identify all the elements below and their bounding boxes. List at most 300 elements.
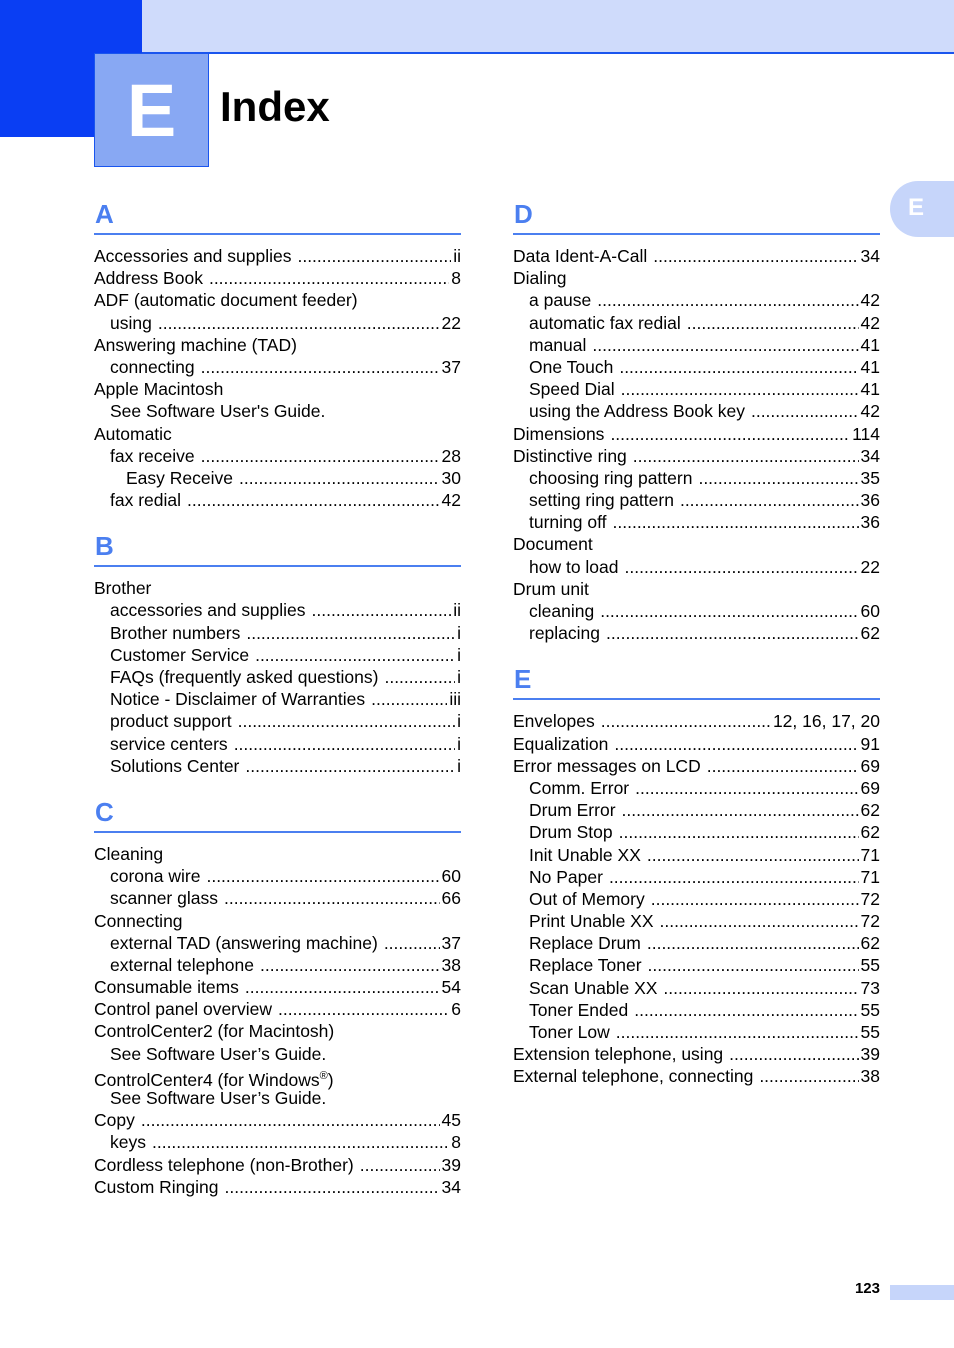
dot-leader bbox=[751, 400, 859, 422]
entry-page-ref[interactable]: 36 bbox=[860, 512, 880, 533]
entry-label bbox=[529, 1021, 610, 1043]
entry-page-ref[interactable]: 114 bbox=[852, 423, 880, 444]
entry-page-ref[interactable]: 71 bbox=[860, 866, 880, 887]
entry-page-ref[interactable]: 35 bbox=[860, 467, 880, 488]
entry-page-ref[interactable]: 42 bbox=[860, 401, 880, 422]
dot-leader bbox=[621, 378, 859, 400]
section-rule bbox=[94, 565, 461, 567]
entry-text: Customer Service bbox=[110, 644, 250, 665]
index-entry bbox=[94, 423, 461, 445]
dot-leader bbox=[384, 932, 440, 954]
entry-page-ref[interactable]: i bbox=[457, 622, 461, 643]
entry-text: a pause bbox=[529, 290, 592, 311]
entry-label bbox=[110, 356, 195, 378]
entry-text: FAQs (frequently asked questions) bbox=[110, 667, 379, 687]
entry-page-ref[interactable]: 41 bbox=[860, 334, 880, 355]
index-entry bbox=[513, 467, 880, 489]
section-spacer bbox=[513, 644, 880, 664]
entry-label bbox=[94, 378, 223, 400]
dot-leader bbox=[619, 821, 859, 843]
entry-page-ref[interactable]: 36 bbox=[860, 490, 880, 511]
index-entry bbox=[94, 356, 461, 378]
dot-leader bbox=[616, 1021, 859, 1043]
entry-label bbox=[126, 467, 233, 489]
dot-leader bbox=[609, 866, 859, 888]
header-rule bbox=[142, 52, 954, 54]
entry-page-ref[interactable]: 34 bbox=[860, 445, 880, 466]
index-entry bbox=[94, 1087, 461, 1109]
entry-label bbox=[529, 489, 674, 511]
entry-text: Init Unable XX bbox=[529, 844, 641, 865]
entry-page-ref[interactable]: 60 bbox=[860, 601, 880, 621]
entry-page-ref[interactable]: ii bbox=[453, 246, 461, 266]
index-entry bbox=[513, 245, 880, 267]
entry-text: Distinctive ring bbox=[513, 445, 627, 466]
index-entry bbox=[513, 799, 880, 821]
index-entry bbox=[94, 1020, 461, 1042]
entry-label bbox=[529, 954, 642, 976]
entry-label bbox=[94, 289, 358, 311]
index-entry bbox=[94, 378, 461, 400]
entry-label bbox=[529, 289, 591, 311]
index-entry bbox=[94, 644, 461, 666]
index-entry bbox=[94, 622, 461, 644]
entry-page-ref[interactable]: 72 bbox=[860, 888, 880, 909]
index-entry bbox=[513, 844, 880, 866]
entry-text: ControlCenter4 (for Windows bbox=[94, 1069, 320, 1090]
entry-page-ref[interactable]: 62 bbox=[860, 933, 880, 954]
index-entry bbox=[94, 710, 461, 732]
section-rule bbox=[94, 831, 461, 833]
entry-text: Brother bbox=[94, 578, 152, 599]
entry-text: Scan Unable XX bbox=[529, 977, 658, 998]
entry-label bbox=[513, 267, 567, 289]
entry-page-ref[interactable]: 55 bbox=[860, 999, 880, 1020]
entry-text: Drum Stop bbox=[529, 822, 613, 843]
entry-label bbox=[529, 977, 657, 999]
entry-label bbox=[94, 245, 291, 267]
entry-text: using the Address Book key bbox=[529, 401, 745, 422]
entry-label bbox=[513, 755, 701, 777]
entry-label bbox=[94, 910, 183, 932]
index-section-a bbox=[94, 199, 461, 531]
index-section-b bbox=[94, 531, 461, 797]
index-entry bbox=[513, 977, 880, 999]
entry-page-ref[interactable]: 62 bbox=[860, 800, 880, 821]
entry-label bbox=[513, 533, 593, 555]
index-entry bbox=[513, 489, 880, 511]
entry-text: Out of Memory bbox=[529, 888, 645, 909]
entry-label bbox=[513, 710, 595, 732]
section-spacer bbox=[513, 1088, 880, 1108]
entry-page-ref[interactable]: 45 bbox=[441, 1110, 461, 1131]
entry-label bbox=[110, 489, 181, 511]
entry-text: using bbox=[110, 312, 152, 333]
entry-page-ref[interactable]: 41 bbox=[860, 379, 880, 400]
dot-leader bbox=[360, 1154, 440, 1176]
index-entry bbox=[94, 666, 461, 688]
dot-leader bbox=[698, 467, 858, 489]
entry-label bbox=[94, 1109, 135, 1131]
entry-page-ref[interactable]: i bbox=[457, 755, 461, 776]
entry-label bbox=[529, 910, 654, 932]
entry-label bbox=[110, 666, 378, 688]
entry-text: Control panel overview bbox=[94, 999, 273, 1020]
entry-label bbox=[94, 334, 297, 356]
entry-text: See Software User’s Guide. bbox=[110, 1088, 327, 1108]
entry-text: Document bbox=[513, 534, 593, 555]
entry-page-ref[interactable]: ii bbox=[453, 600, 461, 621]
entry-page-ref[interactable]: 12, 16, 17, 20 bbox=[772, 711, 880, 732]
entry-page-ref[interactable]: 37 bbox=[441, 356, 461, 377]
entry-text: Print Unable XX bbox=[529, 911, 654, 932]
entry-text: ControlCenter2 (for Macintosh) bbox=[94, 1021, 335, 1042]
entry-page-ref[interactable]: 8 bbox=[451, 268, 461, 289]
dot-leader bbox=[384, 666, 455, 688]
entry-text: Accessories and supplies bbox=[94, 246, 292, 266]
entry-page-ref[interactable]: 30 bbox=[441, 467, 461, 488]
entry-label bbox=[110, 1043, 326, 1065]
entry-label bbox=[110, 954, 254, 976]
index-entry bbox=[94, 1176, 461, 1198]
dot-leader bbox=[601, 710, 771, 732]
dot-leader bbox=[613, 511, 859, 533]
entry-page-ref[interactable]: i bbox=[457, 667, 461, 687]
section-rule bbox=[94, 233, 461, 235]
page-title: Index bbox=[220, 83, 330, 130]
dot-leader bbox=[239, 467, 440, 489]
index-entry bbox=[94, 954, 461, 976]
entry-label bbox=[110, 688, 365, 710]
index-section-e bbox=[513, 664, 880, 1107]
dot-leader bbox=[260, 954, 440, 976]
dot-leader bbox=[245, 976, 440, 998]
entry-page-ref[interactable]: 72 bbox=[860, 911, 880, 932]
entry-label bbox=[529, 866, 603, 888]
index-entry bbox=[513, 289, 880, 311]
entry-text: keys bbox=[110, 1132, 146, 1153]
entry-page-ref[interactable]: 62 bbox=[860, 822, 880, 843]
entry-label bbox=[110, 644, 249, 666]
entry-page-ref[interactable]: 8 bbox=[451, 1132, 461, 1153]
entry-text: automatic fax redial bbox=[529, 312, 681, 333]
entry-text: Equalization bbox=[513, 733, 609, 754]
index-entry bbox=[94, 599, 461, 621]
dot-leader bbox=[707, 755, 859, 777]
index-entry bbox=[94, 1154, 461, 1176]
index-entry bbox=[513, 1043, 880, 1065]
entry-page-ref[interactable]: 91 bbox=[860, 733, 880, 754]
index-entry bbox=[513, 378, 880, 400]
entry-page-ref[interactable]: 6 bbox=[451, 999, 461, 1020]
chapter-side-tab[interactable]: E bbox=[890, 181, 954, 237]
dot-leader bbox=[225, 1176, 440, 1198]
entry-label bbox=[110, 1087, 326, 1109]
entry-text: Drum unit bbox=[513, 578, 589, 599]
index-entry bbox=[513, 1021, 880, 1043]
entry-label bbox=[94, 1020, 334, 1042]
entry-text: choosing ring pattern bbox=[529, 467, 693, 488]
entry-page-ref[interactable]: 69 bbox=[860, 777, 880, 798]
index-column-right bbox=[513, 199, 880, 1108]
entry-page-ref[interactable]: 38 bbox=[441, 954, 461, 975]
section-letter: C bbox=[95, 796, 114, 827]
entry-label bbox=[529, 600, 594, 622]
dot-leader bbox=[371, 688, 447, 710]
index-entry bbox=[513, 866, 880, 888]
index-entry bbox=[513, 710, 880, 732]
entry-label bbox=[529, 999, 628, 1021]
entry-label bbox=[110, 400, 325, 422]
section-rule bbox=[513, 698, 880, 700]
entry-page-ref[interactable]: 42 bbox=[860, 312, 880, 333]
entry-text: Consumable items bbox=[94, 977, 239, 998]
entry-page-ref[interactable]: 38 bbox=[860, 1066, 880, 1087]
index-entry bbox=[513, 932, 880, 954]
entry-page-ref[interactable]: 42 bbox=[441, 490, 461, 511]
entry-text: Replace Toner bbox=[529, 955, 642, 976]
section-letter: B bbox=[95, 531, 114, 562]
entry-label bbox=[110, 932, 378, 954]
dot-leader bbox=[625, 556, 859, 578]
entry-text: External telephone, connecting bbox=[513, 1066, 754, 1087]
index-entry bbox=[513, 910, 880, 932]
entry-text: Solutions Center bbox=[110, 755, 240, 776]
index-entry bbox=[94, 400, 461, 422]
dot-leader bbox=[224, 887, 440, 909]
section-spacer bbox=[94, 777, 461, 797]
entry-label bbox=[529, 400, 745, 422]
dot-leader bbox=[660, 910, 859, 932]
entry-text: Dialing bbox=[513, 268, 567, 289]
entry-page-ref[interactable]: 39 bbox=[860, 1044, 880, 1065]
dot-leader bbox=[647, 844, 859, 866]
dot-leader bbox=[647, 932, 859, 954]
entry-label bbox=[110, 599, 306, 621]
entry-text: Brother numbers bbox=[110, 622, 241, 643]
entry-text: Address Book bbox=[94, 268, 203, 289]
entry-text: Connecting bbox=[94, 910, 183, 931]
entry-text: turning off bbox=[529, 512, 607, 533]
entry-text: fax receive bbox=[110, 445, 195, 466]
entry-text: manual bbox=[529, 334, 587, 355]
entry-text: replacing bbox=[529, 623, 601, 644]
dot-leader bbox=[651, 888, 859, 910]
entry-text: Cordless telephone (non-Brother) bbox=[94, 1154, 354, 1175]
section-letter: D bbox=[514, 199, 533, 229]
entry-text: No Paper bbox=[529, 866, 603, 887]
index-entry bbox=[513, 334, 880, 356]
entry-text: external telephone bbox=[110, 954, 254, 975]
index-entry bbox=[513, 267, 880, 289]
index-entry bbox=[94, 467, 461, 489]
dot-leader bbox=[635, 777, 858, 799]
index-entry bbox=[513, 511, 880, 533]
entry-page-ref[interactable]: 55 bbox=[860, 955, 880, 976]
entry-text: accessories and supplies bbox=[110, 600, 306, 621]
index-entry bbox=[94, 910, 461, 932]
entry-label bbox=[94, 976, 239, 998]
entry-label bbox=[94, 267, 203, 289]
index-entry bbox=[94, 733, 461, 755]
entry-page-ref[interactable]: 71 bbox=[860, 844, 880, 865]
dot-leader bbox=[619, 356, 858, 378]
dot-leader bbox=[680, 489, 859, 511]
index-entry bbox=[94, 267, 461, 289]
index-entry bbox=[513, 821, 880, 843]
index-entry bbox=[94, 1131, 461, 1153]
dot-leader bbox=[759, 1065, 858, 1087]
entry-text: Data Ident-A-Call bbox=[513, 246, 648, 266]
entry-text: Toner Low bbox=[529, 1022, 610, 1042]
index-entry bbox=[513, 622, 880, 644]
dot-leader bbox=[152, 1131, 449, 1153]
entry-label bbox=[94, 1154, 354, 1176]
footer-bar bbox=[890, 1285, 954, 1300]
entry-text: Dimensions bbox=[513, 423, 605, 444]
index-entry bbox=[513, 578, 880, 600]
index-entry bbox=[513, 600, 880, 622]
entry-text: connecting bbox=[110, 356, 195, 377]
index-entry bbox=[94, 312, 461, 334]
entry-label bbox=[110, 733, 228, 755]
index-section-d bbox=[513, 199, 880, 664]
entry-page-ref[interactable]: 34 bbox=[441, 1176, 461, 1197]
dot-leader bbox=[209, 267, 449, 289]
index-entry bbox=[513, 777, 880, 799]
index-entry bbox=[513, 999, 880, 1021]
entry-text: Cleaning bbox=[94, 843, 164, 864]
entry-page-ref[interactable]: 62 bbox=[860, 623, 880, 644]
index-entry bbox=[94, 887, 461, 909]
entry-text: Extension telephone, using bbox=[513, 1044, 724, 1065]
chapter-letter-box: E bbox=[94, 53, 209, 167]
dot-leader bbox=[592, 334, 858, 356]
entry-text: Copy bbox=[94, 1110, 135, 1131]
entry-text: Error messages on LCD bbox=[513, 755, 701, 776]
index-entry bbox=[94, 289, 461, 311]
entry-label bbox=[110, 865, 200, 887]
entry-text: Comm. Error bbox=[529, 777, 630, 798]
dot-leader bbox=[246, 622, 455, 644]
index-entry bbox=[94, 445, 461, 467]
entry-text: Toner Ended bbox=[529, 999, 629, 1020]
index-entry bbox=[513, 533, 880, 555]
entry-text: Envelopes bbox=[513, 711, 595, 732]
dot-leader bbox=[201, 445, 440, 467]
entry-label bbox=[513, 578, 589, 600]
entry-text: Easy Receive bbox=[126, 467, 233, 488]
dot-leader bbox=[238, 710, 456, 732]
entry-label bbox=[529, 556, 619, 578]
dot-leader bbox=[600, 600, 858, 622]
entry-page-ref[interactable]: i bbox=[457, 644, 461, 665]
entry-page-ref[interactable]: 37 bbox=[441, 932, 461, 953]
index-entry bbox=[94, 489, 461, 511]
entry-text: Custom Ringing bbox=[94, 1176, 219, 1197]
index-entry bbox=[94, 998, 461, 1020]
entry-label bbox=[110, 710, 232, 732]
index-entry bbox=[513, 755, 880, 777]
entry-label bbox=[110, 1131, 146, 1153]
entry-page-ref[interactable]: 42 bbox=[860, 290, 880, 311]
entry-label bbox=[529, 821, 613, 843]
index-entry bbox=[94, 865, 461, 887]
entry-page-ref[interactable]: 66 bbox=[441, 888, 461, 909]
dot-leader bbox=[245, 755, 455, 777]
entry-label bbox=[529, 888, 645, 910]
dot-leader bbox=[648, 954, 859, 976]
dot-leader bbox=[610, 423, 850, 445]
section-spacer bbox=[94, 1198, 461, 1218]
index-entry bbox=[513, 400, 880, 422]
entry-page-ref[interactable]: 22 bbox=[441, 312, 461, 333]
entry-label bbox=[529, 777, 629, 799]
entry-page-ref[interactable]: 55 bbox=[860, 1022, 880, 1042]
entry-label bbox=[529, 622, 600, 644]
index-entry bbox=[94, 1065, 461, 1090]
entry-label bbox=[94, 577, 151, 599]
dot-leader bbox=[653, 245, 858, 267]
entry-label bbox=[529, 356, 613, 378]
entry-page-ref[interactable]: i bbox=[457, 733, 461, 754]
entry-page-ref[interactable]: 28 bbox=[441, 445, 461, 466]
section-spacer bbox=[94, 511, 461, 531]
entry-text: Drum Error bbox=[529, 800, 616, 821]
entry-label bbox=[110, 312, 152, 334]
dot-leader bbox=[633, 445, 859, 467]
index-entry bbox=[94, 1109, 461, 1131]
index-entry bbox=[94, 976, 461, 998]
entry-label bbox=[94, 998, 272, 1020]
entry-text: setting ring pattern bbox=[529, 490, 674, 511]
entry-page-ref[interactable]: 54 bbox=[441, 977, 461, 998]
entry-text-suffix: ) bbox=[327, 1069, 334, 1090]
entry-label bbox=[513, 1065, 753, 1087]
index-entry bbox=[94, 755, 461, 777]
dot-leader bbox=[206, 865, 439, 887]
dot-leader bbox=[278, 998, 449, 1020]
entry-page-ref[interactable]: 41 bbox=[860, 356, 880, 377]
entry-label bbox=[513, 1043, 723, 1065]
entry-label bbox=[529, 312, 681, 334]
entry-page-ref[interactable]: 22 bbox=[860, 556, 880, 577]
entry-page-ref[interactable]: 34 bbox=[860, 246, 880, 266]
entry-text: scanner glass bbox=[110, 888, 218, 909]
entry-page-ref[interactable]: iii bbox=[449, 689, 461, 710]
entry-page-ref[interactable]: i bbox=[457, 711, 461, 732]
entry-page-ref[interactable]: 60 bbox=[441, 866, 461, 887]
header-band bbox=[0, 0, 954, 52]
section-letter: E bbox=[514, 664, 532, 695]
dot-leader bbox=[687, 312, 859, 334]
page-number: 123 bbox=[854, 1280, 880, 1297]
dot-leader bbox=[729, 1043, 858, 1065]
entry-text: cleaning bbox=[529, 601, 595, 621]
index-entry bbox=[94, 334, 461, 356]
index-entry bbox=[513, 423, 880, 445]
dot-leader bbox=[187, 489, 440, 511]
entry-label bbox=[110, 622, 240, 644]
entry-label bbox=[110, 887, 218, 909]
entry-page-ref[interactable]: 73 bbox=[860, 977, 880, 998]
entry-page-ref[interactable]: 39 bbox=[441, 1154, 461, 1175]
entry-text: product support bbox=[110, 711, 232, 732]
entry-label bbox=[529, 932, 641, 954]
entry-page-ref[interactable]: 69 bbox=[860, 755, 880, 776]
entry-label bbox=[513, 245, 647, 267]
dot-leader bbox=[312, 599, 452, 621]
